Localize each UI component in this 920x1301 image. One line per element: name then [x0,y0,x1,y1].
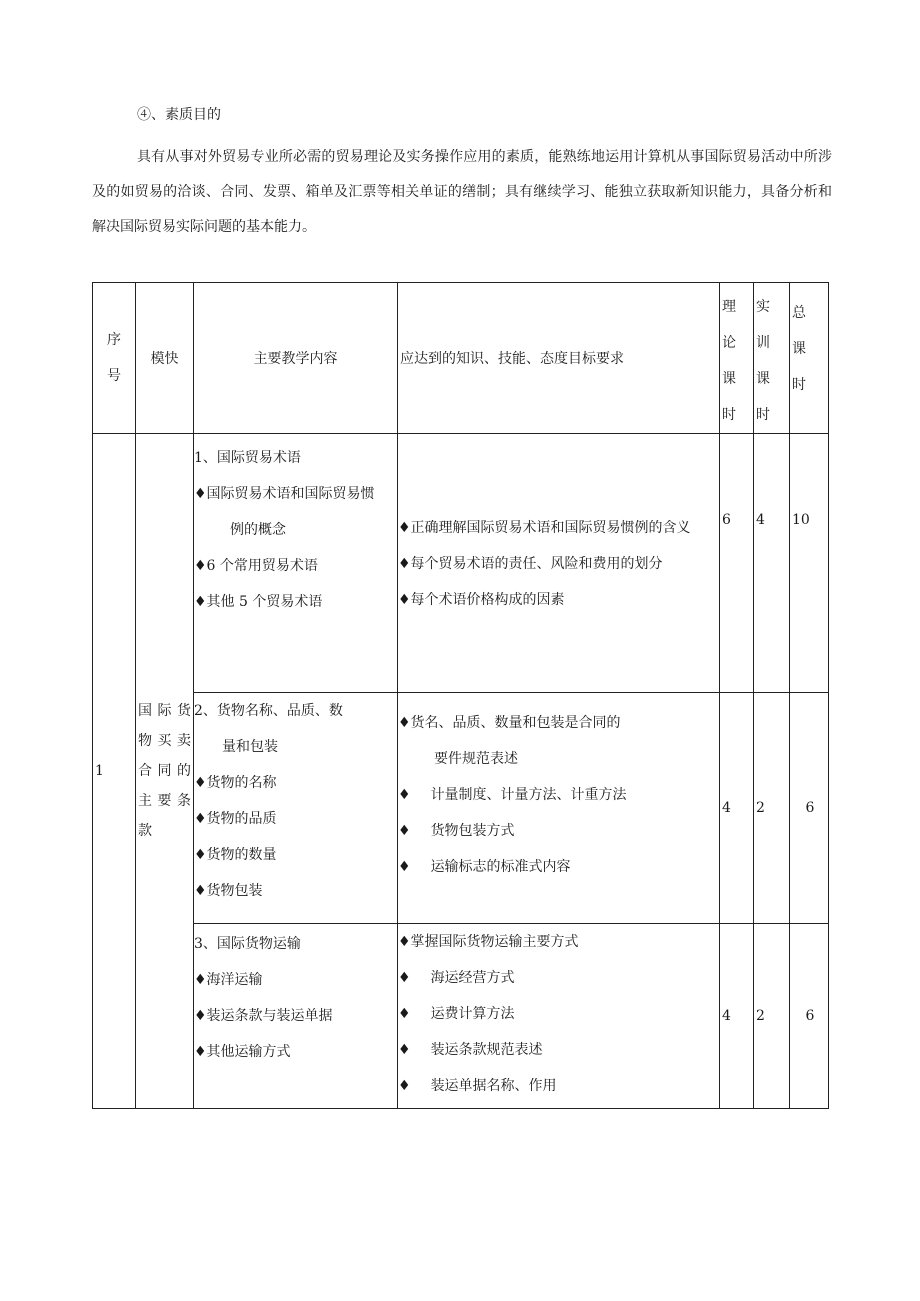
practice-hours: 4 [754,434,790,693]
section-paragraph: 具有从事对外贸易专业所必需的贸易理论及实务操作应用的素质，能熟练地运用计算机从事国际贸易活动中所涉及的如贸易的洽谈、合同、发票、箱单及汇票等相关单证的缮制；具有继续学习、能独立获取新知识能力，具备分析和解决国际贸易实际问题的基本能力。 [92,149,832,235]
row-content [194,924,398,1109]
goal-item [398,996,719,1032]
header-goals: 应达到的知识、技能、态度目标要求 [398,283,720,434]
row-seq: 1 [93,434,136,1109]
goal-text: 装运条款规范表述 [430,1042,543,1058]
content-item: ♦货物的数量 [194,847,277,863]
module-line: 款 [138,823,152,839]
header-theory-hours [720,283,754,434]
row-content [194,434,398,693]
theory-hours: 4 [720,693,754,924]
goal-text: 海运经营方式 [430,970,515,986]
module-line: 物 买 卖 [138,733,191,749]
goal-text: 计量制度、计量方法、计重方法 [430,787,627,803]
header-seq [93,283,136,434]
content-item: ♦货物的名称 [194,775,277,791]
practice-hours: 2 [754,693,790,924]
header-practice-char2: 训 [756,335,770,351]
table-header-row [93,283,829,434]
content-item: 3、国际货物运输 [194,936,301,952]
header-theory-char3: 课 [722,371,736,387]
content-item: ♦国际贸易术语和国际贸易惯 [194,486,375,502]
section-heading: ④、素质目的 [137,107,221,123]
content-item: 量和包装 [222,739,278,755]
bullet-icon: ♦ [398,859,411,875]
header-total-char2: 课 [792,341,806,357]
module-line: 主 要 条 [138,793,191,809]
goal-item: ♦每个贸易术语的责任、风险和费用的划分 [398,556,663,572]
header-practice-char3: 课 [756,371,770,387]
header-total-char1: 总 [792,305,806,321]
header-practice-char1: 实 [756,299,770,315]
goal-item [398,849,719,885]
total-hours: 6 [790,693,829,924]
bullet-icon: ♦ [398,787,411,803]
row-goals [398,693,720,924]
content-item: ♦其他运输方式 [194,1044,291,1060]
bullet-icon: ♦ [398,823,411,839]
header-content: 主要教学内容 [194,283,398,434]
content-item: ♦其他 5 个贸易术语 [194,594,323,610]
content-item: 例的概念 [230,522,286,538]
header-theory-char1: 理 [722,299,736,315]
module-line: 合 同 的 [138,763,191,779]
bullet-icon: ♦ [398,1042,411,1058]
goal-item: ♦掌握国际货物运输主要方式 [398,934,579,950]
header-practice-char4: 时 [756,407,770,423]
table-row [93,924,829,1109]
bullet-icon: ♦ [398,1006,411,1022]
header-module: 模快 [136,283,194,434]
content-item: ♦6 个常用贸易术语 [194,558,318,574]
goal-item [398,813,719,849]
header-practice-hours [754,283,790,434]
goal-item: ♦每个术语价格构成的因素 [398,592,565,608]
goal-text: 运费计算方法 [430,1006,515,1022]
header-theory-char4: 时 [722,407,736,423]
theory-hours: 6 [720,434,754,693]
goal-text: 货物包装方式 [430,823,515,839]
content-item: ♦货物的品质 [194,811,277,827]
content-item: ♦装运条款与装运单据 [194,1008,333,1024]
content-item: 2、货物名称、品质、数 [194,703,343,719]
header-theory-char2: 论 [722,335,736,351]
goal-text: 装运单据名称、作用 [430,1078,557,1094]
header-seq-char2: 号 [107,368,121,384]
bullet-icon: ♦ [398,1078,411,1094]
course-table [92,282,829,1109]
content-item: ♦货物包装 [194,883,263,899]
goal-item: ♦正确理解国际贸易术语和国际贸易惯例的含义 [398,520,691,536]
total-hours: 10 [790,434,829,693]
header-total-hours [790,283,829,434]
module-line: 国 际 货 [138,703,191,719]
goal-item: ♦货名、品质、数量和包装是合同的 [398,715,621,731]
content-item: ♦海洋运输 [194,972,263,988]
table-row [93,434,829,693]
goal-item [398,1068,719,1104]
theory-hours: 4 [720,924,754,1109]
goal-item: 要件规范表述 [434,751,518,767]
goal-item [398,960,719,996]
row-module [136,434,194,1109]
table-row [93,693,829,924]
bullet-icon: ♦ [398,970,411,986]
row-content [194,693,398,924]
goal-text: 运输标志的标准式内容 [430,859,571,875]
content-item: 1、国际贸易术语 [194,450,301,466]
header-total-char3: 时 [792,377,806,393]
header-seq-char1: 序 [107,332,121,348]
row-goals [398,924,720,1109]
goal-item [398,1032,719,1068]
total-hours: 6 [790,924,829,1109]
goal-item [398,777,719,813]
practice-hours: 2 [754,924,790,1109]
row-goals [398,434,720,693]
